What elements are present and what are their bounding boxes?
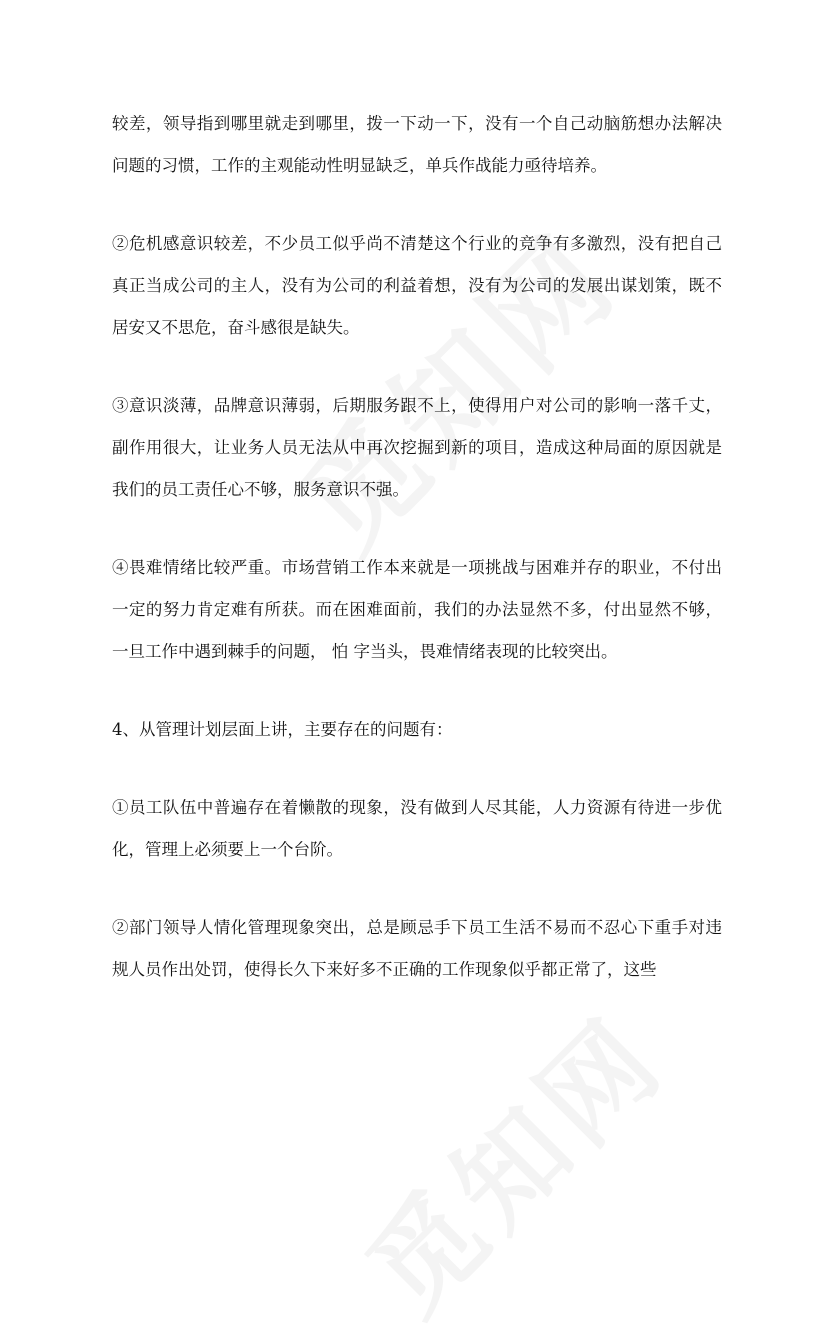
watermark — [327, 976, 693, 1342]
paragraph-fear-of-difficulty: ④畏难情绪比较严重。市场营销工作本来就是一项挑战与困难并存的职业，不付出一定的努力肯定难有所获。而在困难面前，我们的办法显然不多，付出显然不够，一旦工作中遇到棘手的问题， 怕 字当头，畏难情绪表现的比较突出。 — [112, 558, 722, 661]
paragraph-continuation: 较差，领导指到哪里就走到哪里，拨一下动一下，没有一个自己动脑筋想办法解决问题的习惯，工作的主观能动性明显缺乏，单兵作战能力亟待培养。 — [112, 114, 722, 175]
paragraph-crisis-awareness: ②危机感意识较差，不少员工似乎尚不清楚这个行业的竞争有多激烈，没有把自己真正当成公司的主人，没有为公司的利益着想，没有为公司的发展出谋划策，既不居安又不思危，奋斗感很是缺失。 — [112, 234, 722, 337]
paragraph-spacer — [112, 511, 722, 547]
paragraph-brand-awareness: ③意识淡薄，品牌意识薄弱，后期服务跟不上，使得用户对公司的影响一落千丈，副作用很大，让业务人员无法从中再次挖掘到新的项目，造成这种局面的原因就是我们的员工责任心不够，服务意识不强。 — [112, 396, 722, 499]
paragraph-spacer — [112, 871, 722, 907]
paragraph-spacer — [112, 187, 722, 223]
paragraph-spacer — [112, 349, 722, 385]
paragraph-spacer — [112, 673, 722, 709]
paragraph-staff-laziness: ①员工队伍中普遍存在着懒散的现象，没有做到人尽其能，人力资源有待进一步优化，管理上必须要上一个台阶。 — [112, 798, 722, 859]
section-heading-management: 4、从管理计划层面上讲，主要存在的问题有： — [112, 720, 453, 739]
paragraph-personal-management: ②部门领导人情化管理现象突出，总是顾忌手下员工生活不易而不忍心下重手对违规人员作出处罚，使得长久下来好多不正确的工作现象似乎都正常了，这些 — [112, 918, 722, 979]
paragraph-spacer — [112, 751, 722, 787]
document-body — [112, 103, 722, 991]
